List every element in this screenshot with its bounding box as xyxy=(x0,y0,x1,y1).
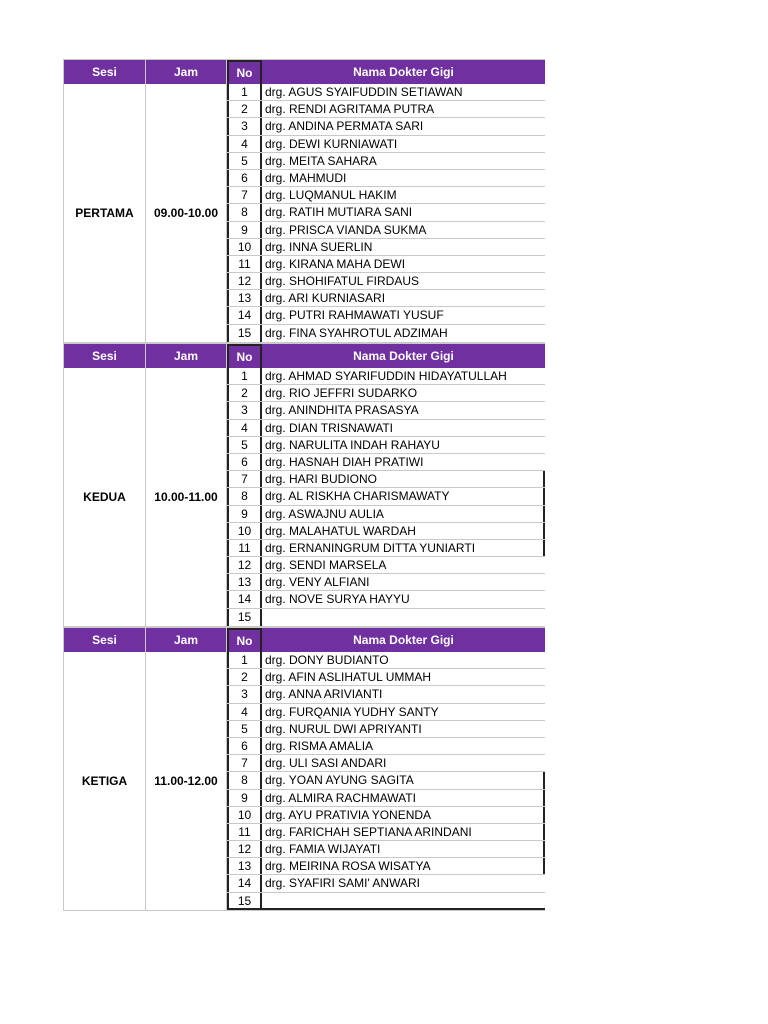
doctor-name: drg. MALAHATUL WARDAH xyxy=(262,523,545,539)
table-row xyxy=(227,385,545,402)
table-header xyxy=(63,627,545,652)
row-number: 1 xyxy=(227,84,262,100)
doctor-name: drg. NOVE SURYA HAYYU xyxy=(265,592,410,607)
doctor-name: drg. SENDI MARSELA xyxy=(265,558,387,573)
row-number: 4 xyxy=(227,704,262,720)
doctor-name: drg. HASNAH DIAH PRATIWI xyxy=(265,454,424,469)
table-row xyxy=(227,101,545,118)
row-number: 15 xyxy=(227,893,262,908)
doctor-name: drg. FAMIA WIJAYATI xyxy=(262,841,545,857)
table-row xyxy=(227,506,545,523)
table-row xyxy=(227,325,545,342)
table-row xyxy=(227,471,545,488)
doctor-name: drg. DEWI KURNIAWATI xyxy=(265,136,398,151)
doctor-name xyxy=(262,893,545,908)
table-row xyxy=(227,488,545,505)
doctor-name: drg. AHMAD SYARIFUDDIN HIDAYATULLAH xyxy=(265,369,507,383)
table-header xyxy=(63,343,545,368)
doctor-name: drg. VENY ALFIANI xyxy=(265,575,370,590)
row-number: 6 xyxy=(227,454,262,470)
header-jam: Jam xyxy=(146,60,227,84)
table-row xyxy=(227,222,545,239)
table-row xyxy=(227,204,545,221)
table-row xyxy=(227,591,545,608)
row-number: 13 xyxy=(227,574,262,590)
row-number: 15 xyxy=(227,609,262,626)
doctor-name: drg. ANNA ARIVIANTI xyxy=(265,687,383,702)
row-number: 11 xyxy=(227,824,262,840)
row-number: 13 xyxy=(227,290,262,306)
doctor-name: drg. ASWAJNU AULIA xyxy=(262,506,545,522)
doctor-name: drg. ARI KURNIASARI xyxy=(265,291,386,306)
header-sesi: Sesi xyxy=(63,344,146,368)
doctor-name: drg. ULI SASI ANDARI xyxy=(265,756,387,771)
row-number: 3 xyxy=(227,686,262,702)
doctor-name: drg. RENDI AGRITAMA PUTRA xyxy=(265,102,435,117)
session-time: 10.00-11.00 xyxy=(146,368,227,626)
table-row xyxy=(227,669,545,686)
doctor-name: drg. FURQANIA YUDHY SANTY xyxy=(265,704,439,719)
table-row xyxy=(227,368,545,385)
row-number: 3 xyxy=(227,118,262,134)
row-number: 9 xyxy=(227,222,262,238)
table-row xyxy=(227,686,545,703)
doctor-name: drg. AGUS SYAIFUDDIN SETIAWAN xyxy=(265,85,463,99)
doctor-name: drg. LUQMANUL HAKIM xyxy=(265,188,397,203)
table-row xyxy=(227,523,545,540)
session-block xyxy=(63,59,545,343)
doctor-name: drg. SHOHIFATUL FIRDAUS xyxy=(265,274,420,289)
row-number: 8 xyxy=(227,772,262,788)
session-block xyxy=(63,343,545,627)
doctor-name: drg. FINA SYAHROTUL ADZIMAH xyxy=(265,325,448,340)
row-number: 2 xyxy=(227,101,262,117)
header-no: No xyxy=(227,628,262,652)
table-row xyxy=(227,540,545,557)
table-row xyxy=(227,772,545,789)
table-row xyxy=(227,841,545,858)
table-row xyxy=(227,574,545,591)
row-number: 6 xyxy=(227,738,262,754)
doctor-name: drg. MEITA SAHARA xyxy=(265,153,377,168)
session-time: 09.00-10.00 xyxy=(146,84,227,342)
table-row xyxy=(227,187,545,204)
row-number: 5 xyxy=(227,437,262,453)
row-number: 8 xyxy=(227,204,262,220)
row-number: 3 xyxy=(227,402,262,418)
row-number: 9 xyxy=(227,506,262,522)
row-number: 7 xyxy=(227,471,262,487)
table-row xyxy=(227,239,545,256)
doctor-name: drg. ALMIRA RACHMAWATI xyxy=(262,790,545,806)
doctor-name: drg. ANINDHITA PRASASYA xyxy=(265,403,419,418)
doctor-name: drg. INNA SUERLIN xyxy=(265,239,373,254)
header-nama: Nama Dokter Gigi xyxy=(353,65,454,79)
row-number: 2 xyxy=(227,385,262,401)
row-number: 1 xyxy=(227,652,262,668)
doctor-name: drg. ANDINA PERMATA SARI xyxy=(265,119,424,134)
doctor-name: drg. AL RISKHA CHARISMAWATY xyxy=(262,488,545,504)
doctor-name: drg. MAHMUDI xyxy=(265,170,347,185)
row-number: 10 xyxy=(227,807,262,823)
row-number: 9 xyxy=(227,790,262,806)
table-row xyxy=(227,738,545,755)
table-row xyxy=(227,256,545,273)
table-row xyxy=(227,721,545,738)
doctor-name: drg. DONY BUDIANTO xyxy=(265,653,389,667)
row-number: 11 xyxy=(227,256,262,272)
row-number: 14 xyxy=(227,591,262,607)
doctor-name: drg. SYAFIRI SAMI' ANWARI xyxy=(265,876,420,891)
row-number: 7 xyxy=(227,187,262,203)
row-number: 6 xyxy=(227,170,262,186)
doctor-name: drg. DIAN TRISNAWATI xyxy=(265,420,394,435)
schedule-table xyxy=(63,59,545,911)
doctor-name: drg. RATIH MUTIARA SANI xyxy=(265,205,413,220)
header-no: No xyxy=(227,60,262,84)
table-row xyxy=(227,118,545,135)
row-number: 1 xyxy=(227,368,262,384)
row-number: 12 xyxy=(227,557,262,573)
doctor-name: drg. ERNANINGRUM DITTA YUNIARTI xyxy=(262,540,545,556)
doctor-name: drg. HARI BUDIONO xyxy=(262,471,545,487)
table-row xyxy=(227,652,545,669)
doctor-name: drg. MEIRINA ROSA WISATYA xyxy=(262,858,545,874)
row-number: 12 xyxy=(227,841,262,857)
table-row xyxy=(227,557,545,574)
table-row xyxy=(227,454,545,471)
row-number: 15 xyxy=(227,325,262,342)
doctor-name: drg. YOAN AYUNG SAGITA xyxy=(262,772,545,788)
session-name: KEDUA xyxy=(63,368,146,626)
doctor-name: drg. KIRANA MAHA DEWI xyxy=(265,256,406,271)
row-number: 14 xyxy=(227,875,262,891)
session-block xyxy=(63,627,545,911)
table-row xyxy=(227,609,545,626)
row-number: 8 xyxy=(227,488,262,504)
session-name: PERTAMA xyxy=(63,84,146,342)
table-row xyxy=(227,858,545,875)
row-number: 10 xyxy=(227,239,262,255)
row-number: 4 xyxy=(227,136,262,152)
header-jam: Jam xyxy=(146,344,227,368)
row-number: 13 xyxy=(227,858,262,874)
doctor-name: drg. PRISCA VIANDA SUKMA xyxy=(265,222,427,237)
table-row xyxy=(227,153,545,170)
row-number: 11 xyxy=(227,540,262,556)
table-row xyxy=(227,290,545,307)
doctor-name xyxy=(262,609,545,626)
row-number: 4 xyxy=(227,420,262,436)
header-jam: Jam xyxy=(146,628,227,652)
header-nama: Nama Dokter Gigi xyxy=(353,633,454,647)
table-row xyxy=(227,307,545,324)
row-number: 7 xyxy=(227,755,262,771)
header-nama: Nama Dokter Gigi xyxy=(353,349,454,363)
header-no: No xyxy=(227,344,262,368)
table-row xyxy=(227,807,545,824)
table-row xyxy=(227,824,545,841)
header-sesi: Sesi xyxy=(63,628,146,652)
row-number: 14 xyxy=(227,307,262,323)
table-row xyxy=(227,704,545,721)
table-row xyxy=(227,84,545,101)
row-number: 12 xyxy=(227,273,262,289)
table-header xyxy=(63,59,545,84)
table-row xyxy=(227,273,545,290)
doctor-name: drg. NARULITA INDAH RAHAYU xyxy=(265,437,440,452)
row-number: 2 xyxy=(227,669,262,685)
table-row xyxy=(227,420,545,437)
header-sesi: Sesi xyxy=(63,60,146,84)
doctor-name: drg. RISMA AMALIA xyxy=(265,738,374,753)
table-row xyxy=(227,170,545,187)
doctor-name: drg. AYU PRATIVIA YONENDA xyxy=(262,807,545,823)
row-number: 5 xyxy=(227,153,262,169)
table-row xyxy=(227,893,545,910)
doctor-name: drg. RIO JEFFRI SUDARKO xyxy=(265,386,418,401)
table-row xyxy=(227,875,545,892)
table-row xyxy=(227,136,545,153)
doctor-name: drg. NURUL DWI APRIYANTI xyxy=(265,721,422,736)
table-row xyxy=(227,755,545,772)
doctor-name: drg. AFIN ASLIHATUL UMMAH xyxy=(265,670,432,685)
session-name: KETIGA xyxy=(63,652,146,910)
table-row xyxy=(227,402,545,419)
table-row xyxy=(227,437,545,454)
table-row xyxy=(227,790,545,807)
session-time: 11.00-12.00 xyxy=(146,652,227,910)
doctor-name: drg. PUTRI RAHMAWATI YUSUF xyxy=(265,308,444,323)
row-number: 5 xyxy=(227,721,262,737)
doctor-name: drg. FARICHAH SEPTIANA ARINDANI xyxy=(262,824,545,840)
row-number: 10 xyxy=(227,523,262,539)
